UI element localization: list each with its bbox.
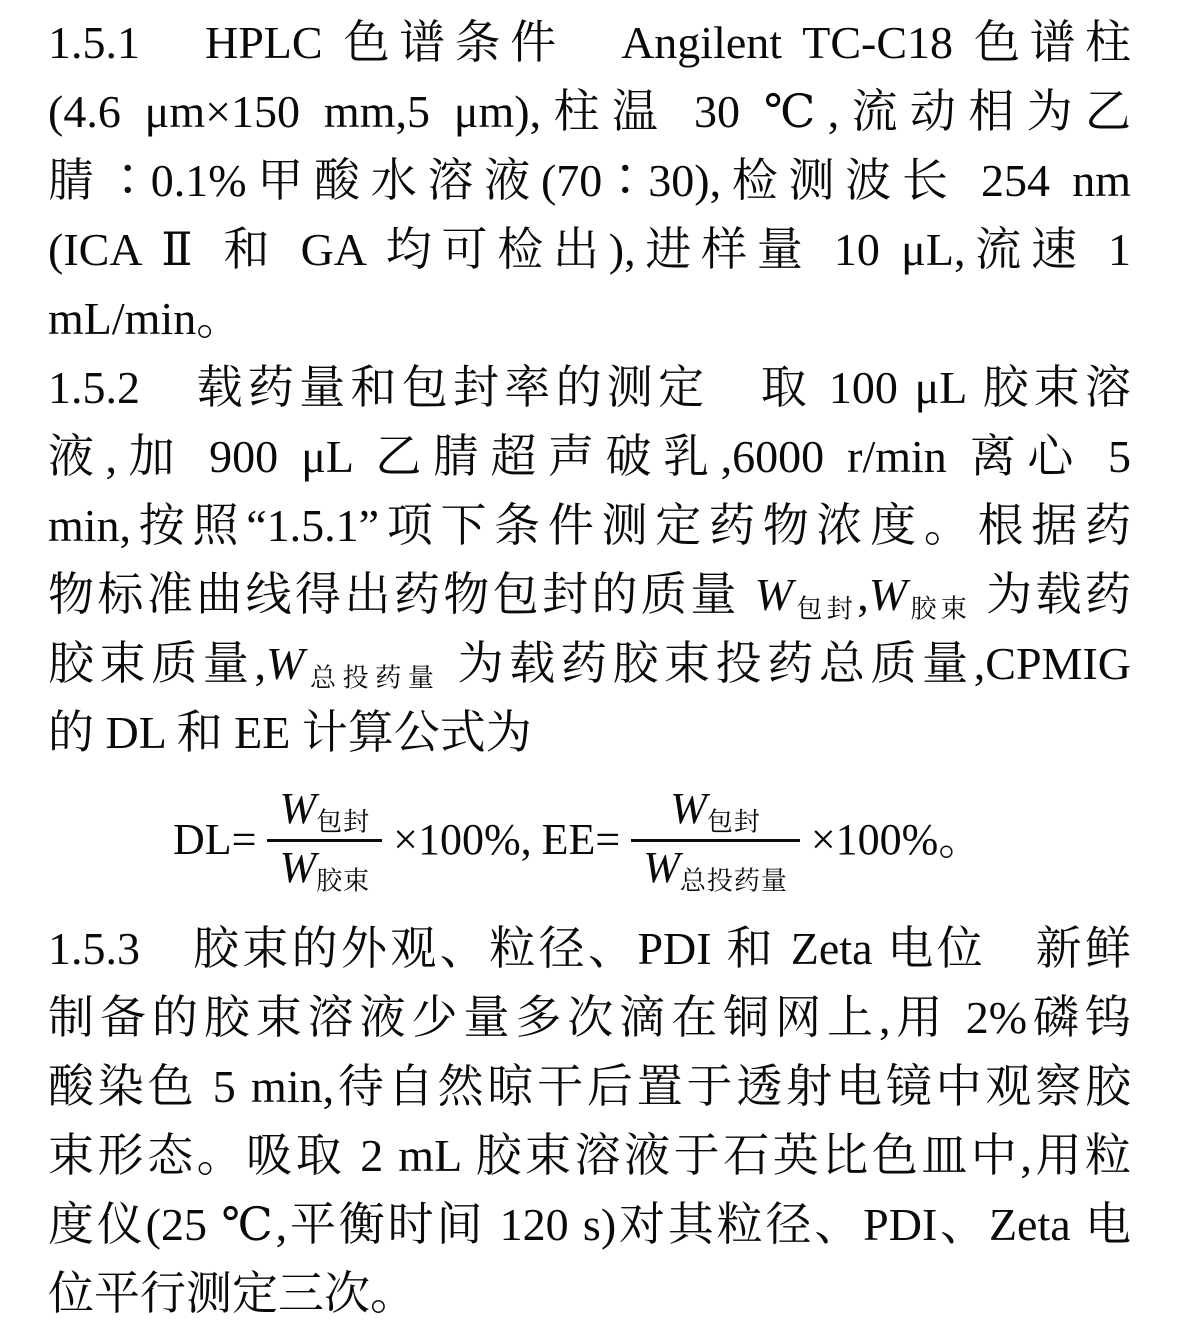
text-line	[48, 560, 1131, 629]
text-run: 液,加 900 μL 乙腈超声破乳,6000 r/min 离心 5	[48, 431, 1131, 482]
text-run: min,按照“1.5.1”项下条件测定药物浓度。根据药	[48, 500, 1131, 551]
fraction-denominator	[267, 839, 382, 898]
text-line	[48, 1052, 1131, 1121]
text-line	[48, 284, 1131, 353]
text-run: 胶束质量,	[48, 638, 266, 689]
w-symbol: W	[279, 843, 317, 892]
text-line	[48, 1259, 1131, 1326]
w-symbol: W	[754, 569, 793, 620]
text-line	[48, 914, 1131, 983]
w-symbol: W	[643, 843, 680, 892]
w-subscript: 总投药量	[679, 866, 788, 896]
text-run: mL/min。	[48, 293, 243, 344]
w-symbol: W	[670, 784, 707, 834]
fraction-numerator	[658, 783, 773, 839]
w-symbol: W	[279, 784, 317, 834]
w-subscript: 包封	[706, 807, 761, 837]
section-number: 1.5.3	[48, 923, 140, 974]
text-run: (ICA Ⅱ 和 GA 均可检出),进样量 10 μL,流速 1	[48, 224, 1131, 275]
w-subscript: 胶束	[907, 594, 972, 624]
text-run: 新鲜	[1035, 923, 1132, 974]
text-line	[48, 77, 1131, 146]
fraction-denominator	[631, 839, 800, 898]
text-run: 为载药	[971, 569, 1131, 620]
formula-text: EE=	[541, 815, 621, 865]
w-subscript: 包封	[792, 594, 858, 624]
w-subscript: 包封	[316, 807, 371, 837]
text-line	[48, 698, 1131, 767]
text-run: ,	[857, 569, 869, 620]
text-line	[48, 491, 1131, 560]
section-title: 载药量和包封率的测定	[196, 362, 710, 413]
w-symbol: W	[266, 638, 305, 689]
text-line	[48, 146, 1131, 215]
spacing-gap	[140, 923, 193, 974]
text-line	[48, 983, 1131, 1052]
section-title: 胶束的外观、粒径、PDI 和 Zeta 电位	[192, 923, 987, 974]
fraction	[267, 783, 382, 898]
formula-text: ×100%,	[393, 815, 532, 865]
text-run: (4.6 μm×150 mm,5 μm),柱温 30 ℃,流动相为乙	[48, 86, 1131, 137]
text-run: Angilent TC-C18 色谱柱	[621, 17, 1131, 68]
section-number: 1.5.2	[48, 362, 140, 413]
text-line	[48, 215, 1131, 284]
text-run: 度仪(25 ℃,平衡时间 120 s)对其粒径、PDI、Zeta 电	[48, 1199, 1131, 1250]
text-line	[48, 1121, 1131, 1190]
text-line	[48, 422, 1131, 491]
spacing-gap	[140, 17, 205, 68]
text-run: 制备的胶束溶液少量多次滴在铜网上,用 2%磷钨	[48, 992, 1131, 1043]
fraction	[631, 783, 800, 898]
dl-ee-formula	[168, 767, 1131, 914]
text-line	[48, 1190, 1131, 1259]
w-subscript: 总投药量	[304, 663, 441, 693]
text-run: 取 100 μL 胶束溶	[760, 362, 1132, 413]
spacing-gap	[709, 362, 760, 413]
section-number: 1.5.1	[48, 17, 140, 68]
text-line	[48, 8, 1131, 77]
text-run: 位平行测定三次。	[48, 1268, 416, 1319]
spacing-gap	[566, 17, 622, 68]
text-run: 为载药胶束投药总质量,CPMIG	[440, 638, 1131, 689]
w-symbol: W	[868, 569, 908, 620]
text-run: 腈∶0.1%甲酸水溶液(70∶30),检测波长 254 nm	[48, 155, 1131, 206]
text-line	[48, 629, 1131, 698]
fraction-numerator	[267, 783, 382, 839]
section-title: HPLC 色谱条件	[205, 17, 566, 68]
spacing-gap	[986, 923, 1035, 974]
formula-text: ×100%。	[810, 815, 983, 865]
text-run: 物标准曲线得出药物包封的质量	[48, 569, 755, 620]
text-run: 束形态。吸取 2 mL 胶束溶液于石英比色皿中,用粒	[48, 1130, 1131, 1181]
text-run: 的 DL 和 EE 计算公式为	[48, 707, 532, 758]
text-run: 酸染色 5 min,待自然晾干后置于透射电镜中观察胶	[48, 1061, 1131, 1112]
text-line	[48, 353, 1131, 422]
w-subscript: 胶束	[316, 866, 371, 896]
spacing-gap	[140, 362, 197, 413]
formula-text: DL=	[173, 815, 257, 865]
